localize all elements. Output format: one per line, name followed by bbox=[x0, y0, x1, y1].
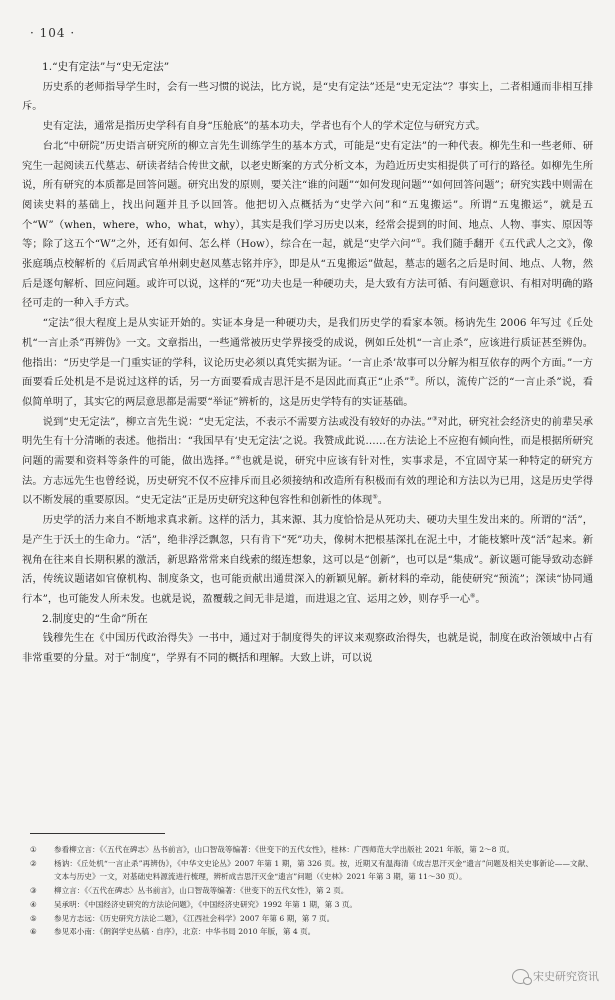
footnote-item bbox=[30, 843, 593, 857]
paragraph: 台北“中研院”历史语言研究所的柳立言先生训练学生的基本方式，可能是“史有定法”的一种代表。柳先生和一些老师、研究生一起阅读五代墓志、研读者结合传世文献，以老史断案的方式分析文本，为趋近历史实相提供了可行的路径。如柳先生所说，所有研究的本质都是回答问题。研究出发的原则，要关注“谁的问题”“如何发现问题”“如何回答问题”；研究实践中则需在阅读史料的基础上，找出问题并且予以回答。他把切入点概括为“史学六问”和“五鬼搬运”。所谓“五鬼搬运”，就是五个“W”（when，where，who，what，why），其实是我们学习历史以来，经常会提到的时间、地点、人物、事实、原因等等；除了这五个“W”之外，还有如何、怎么样（How），综合在一起，就是“史学六问”①。我们随手翻开《五代武人之文》，像张庭瑀点校解析的《后周武官单州刺史赵凤墓志铭并序》，即是从“五鬼搬运”做起，墓志的题名之后是时间、地点、人物，然后是逐句解析、回应问题。或许可以说，这样的“死”功夫也是一种硬功夫，是大致有方法可循、有问题意识、有相对明确的路径可走的一种入手方式。 bbox=[22, 139, 593, 310]
footnote-text: 参见方志远：《历史研究方法论二题》，《江西社会科学》2007 年第 6 期，第 7 页。 bbox=[54, 913, 335, 923]
footnotes bbox=[30, 843, 593, 939]
wechat-icon bbox=[512, 969, 529, 984]
footnote-ref-5[interactable]: ⑤ bbox=[372, 494, 378, 502]
footnote-text: 参见邓小南：《朗润学史丛稿 · 自序》，北京：中华书局 2010 年版，第 4 页。 bbox=[54, 927, 316, 937]
footnote-ref-6[interactable]: ⑥ bbox=[470, 592, 476, 600]
page-number: · 104 · bbox=[30, 26, 76, 40]
footnote-text: 参看柳立言：《〈五代在碑志〉丛书前言》，山口智哉等编著：《世变下的五代女性》，桂林：广西师范大学出版社 2021 年版，第 2～8 页。 bbox=[54, 845, 515, 854]
footnote-number: ① bbox=[30, 845, 37, 854]
footnote-divider bbox=[30, 833, 165, 834]
footnote-number: ③ bbox=[30, 886, 37, 896]
paragraph: 钱穆先生在《中国历代政治得失》一书中，通过对于制度得失的评议来观察政治得失，也就是说，制度在政治领域中占有非常重要的分量。对于“制度”，学界有不同的概括和理解。大致上讲，可以说 bbox=[22, 632, 593, 665]
footnote-ref-3[interactable]: ③ bbox=[432, 415, 438, 423]
footnote-number: ⑥ bbox=[30, 927, 37, 937]
paragraph: 历史学的活力来自不断地求真求新。这样的活力，其来源、其力度恰恰是从死功夫、硬功夫里生发出来的。所谓的“活”，是产生于沃土的生命力。“活”，绝非浮泛飘忽，只有肯下“死”功夫，像树木把根基深扎在泥土中，才能枝繁叶茂“活”起来。新视角在往来自长期积累的激活，新思路常常来自线索的缀连想象，这可以是“创新”，也可以是“集成”。新议题可能导致动态鲜活，传统议题诸如官僚机构、制度条文，也可能贡献出通贯深入的新颖见解。新材料的牵动，能使研究“预流”；深读“协同通行本”，也可能发人所未发。也就是说，盈覆载之间无非是道，而进退之宜、运用之妙，则存乎一心⑥。 bbox=[22, 514, 593, 605]
footnote-item bbox=[30, 857, 593, 884]
footnote-number: ④ bbox=[30, 899, 37, 909]
footnote-number: ② bbox=[30, 858, 37, 868]
footnote-text: 杨讷：《丘处机“一言止杀”再辨伪》，《中华文史论丛》2007 年第 1 期，第 326 页。按，近期又有温海清《成吉思汗灭金“遗言”问题及相关史事新论——文献、文本与历史》一文，对基础史料源流进行梳理，辨析成吉思汗灭金“遗言”问题（《史林》2021 年第 3 期，第 11～30 页）。 bbox=[54, 858, 593, 882]
footnote-item bbox=[30, 898, 593, 912]
footnote-text: 柳立言：《〈五代在碑志〉丛书前言》，山口智哉等编著：《世变下的五代女性》，第 2 页。 bbox=[54, 886, 349, 896]
footnote-ref-1[interactable]: ① bbox=[415, 237, 422, 245]
footnote-item bbox=[30, 912, 593, 926]
paragraph: 说到“史无定法”，柳立言先生说：“史无定法，不表示不需要方法或没有较好的办法。”③对此，研究社会经济史的前辈吴承明先生有十分清晰的表述。他指出：“我国早有‘史无定法’之说。我赞成此说……在方法论上不应抱有倾向性，而是根据所研究问题的需要和资料等条件的可能，做出选择。”④也就是说，研究中应该有针对性，实事求是，不宜固守某一种特定的研究方法。方志远先生也曾经说，历史研究不仅不应排斥而且必须接纳和改造所有积极而有效的理论和方法以为已用，这是历史学得以不断发展的重要原因。“史无定法”正是历史研究这种包容性和创新性的体现⑤。 bbox=[22, 415, 594, 507]
footnote-item bbox=[30, 925, 593, 939]
watermark bbox=[512, 968, 599, 984]
footnote-ref-2[interactable]: ② bbox=[409, 375, 415, 383]
paragraph: 史有定法，通常是指历史学科有自身“压舱底”的基本功夫，学者也有个人的学术定位与研究方式。 bbox=[42, 120, 486, 133]
footnote-number: ⑤ bbox=[30, 913, 37, 923]
section-heading-1: 1.“史有定法”与“史无定法” bbox=[42, 61, 170, 73]
paragraph: 历史系的老师指导学生时，会有一些习惯的说法，比方说，是“史有定法”还是“史无定法”？事实上，二者相通而非相互排斥。 bbox=[22, 80, 593, 113]
footnote-text: 吴承明：《中国经济史研究的方法论问题》，《中国经济史研究》1992 年第 1 期，第 3 页。 bbox=[54, 899, 358, 909]
section-heading-2: 2.制度史的“生命”所在 bbox=[42, 612, 148, 625]
main-text bbox=[22, 58, 593, 669]
footnote-item bbox=[30, 884, 593, 898]
footnote-ref-4[interactable]: ④ bbox=[235, 454, 242, 462]
paragraph: “定法”很大程度上是从实证开始的。实证本身是一种硬功夫，是我们历史学的看家本领。杨讷先生 2006 年写过《丘处机“一言止杀”再辨伪》一文。文章指出，一些通常被历史学界接受的成说，例如丘处机“一言止杀”，应该进行质证甚至辨伪。他指出：“历史学是一门重实证的学科，议论历史必须以真凭实据为证。‘一言止杀’故事可以分解为相互依存的两个方面。”一方面要看丘处机是不是说过这样的话，另一方面要看成吉思汗是不是因此而真正“止杀”②。所以，流传广泛的“一言止杀”说，看似简单明了，其实它的两层意思都是需要“举证”辨析的，这是历史学特有的实证基础。 bbox=[22, 317, 593, 408]
watermark-text: 宋史研究资讯 bbox=[533, 970, 599, 983]
